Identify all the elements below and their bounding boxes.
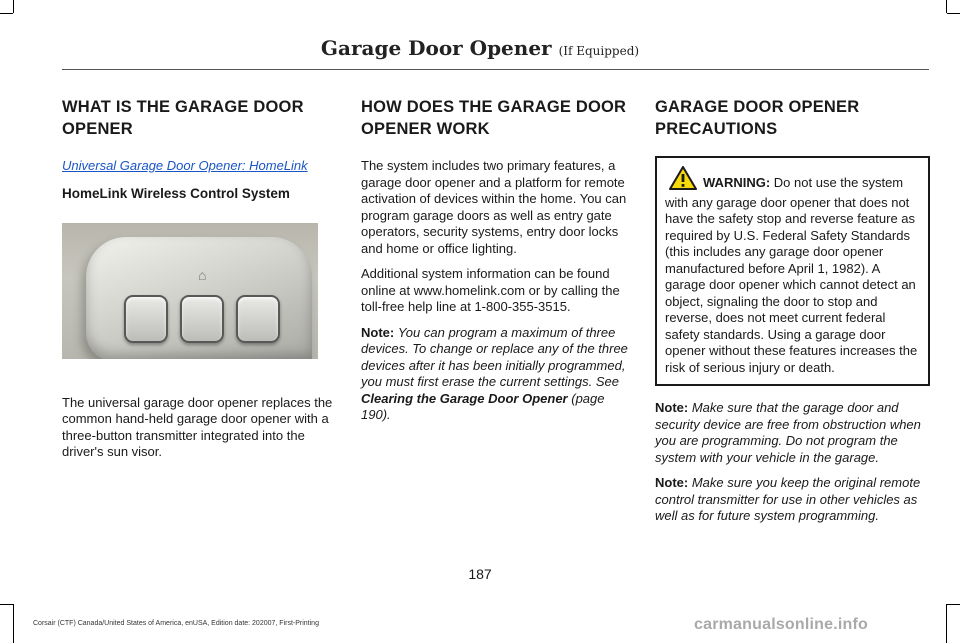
paragraph-visor-description: The universal garage door opener replaces the common hand-held garage door opener with a three-button transmitter integrated into the driver's sun visor.	[62, 394, 333, 459]
note-label: Note:	[655, 475, 689, 490]
heading-line: OPENER WORK	[361, 120, 490, 138]
visor-button-3	[236, 295, 280, 343]
crop-mark-top-right-h	[947, 13, 960, 14]
crop-mark-bottom-right-h	[947, 604, 960, 605]
note-text: Make sure that the garage door and security device are free from obstruction when you are programming. Do not program the system with your vehicle in the garage.	[655, 400, 921, 465]
crop-mark-top-left-h	[0, 13, 13, 14]
column-what-is	[62, 96, 334, 470]
homelink-visor-image	[62, 223, 318, 359]
warning-triangle-icon	[669, 166, 697, 195]
watermark: carmanualsonline.info	[694, 616, 869, 633]
subheading-homelink: HomeLink Wireless Control System	[62, 185, 290, 201]
crop-mark-bottom-left-h	[0, 604, 13, 605]
visor-button-2	[180, 295, 224, 343]
column-precautions	[655, 96, 930, 534]
note-text: Make sure you keep the original remote control transmitter for use in other vehicles as well as for future system programming.	[655, 475, 921, 523]
note-obstruction	[655, 400, 930, 466]
note-text: You can program a maximum of three devices. To change or replace any of the three devices after it has been initially programmed, you must first erase the current settings. See	[361, 324, 628, 389]
header-rule	[62, 69, 929, 70]
heading-line: OPENER	[62, 120, 133, 138]
heading-line: PRECAUTIONS	[655, 120, 778, 138]
cross-reference-link[interactable]: Clearing the Garage Door Opener	[361, 390, 568, 406]
crop-mark-bottom-right	[946, 604, 947, 643]
page-title	[0, 36, 960, 60]
warning-box	[655, 156, 930, 386]
homelink-link[interactable]: Universal Garage Door Opener: HomeLink	[62, 158, 308, 173]
warning-text: Do not use the system with any garage door opener that does not have the safety stop and reverse feature as required by U.S. Federal Safety Standards (this includes any garage door opener manufactured before April 1, 1982). A garage door opener which cannot detect an object, signaling the door to stop and reverse, does not meet current federal safety standards. Using a garage door opener without these features increases the risk of serious injury or death.	[665, 175, 918, 375]
paragraph-additional-info: Additional system information can be found online at www.homelink.com or by calling the toll-free help line at 1-800-355-3515.	[361, 266, 620, 314]
page-reference: (page 190).	[361, 390, 605, 422]
note-label: Note:	[361, 324, 395, 340]
column-how-works	[361, 96, 633, 433]
section-heading-what-is	[62, 96, 334, 140]
paragraph-features: The system includes two primary features, a garage door opener and a platform for remote activation of devices within the home. You can program garage doors as well as entry gate operators, security systems, entry door locks and home or office lighting.	[361, 158, 627, 256]
edition-line: Corsair (CTF) Canada/United States of America, enUSA, Edition date: 202007, First-Printing	[33, 620, 319, 627]
section-heading-precautions	[655, 96, 930, 140]
page-title-main: Garage Door Opener	[320, 36, 552, 60]
crop-mark-top-right	[946, 0, 947, 13]
homelink-house-icon: ⌂	[198, 266, 207, 283]
visor-panel	[86, 237, 312, 359]
visor-button-1	[124, 295, 168, 343]
heading-line: WHAT IS THE GARAGE DOOR	[62, 98, 304, 116]
page-number: 187	[468, 566, 492, 582]
crop-mark-top-left	[13, 0, 14, 13]
section-heading-how-works	[361, 96, 633, 140]
heading-line: GARAGE DOOR OPENER	[655, 98, 860, 116]
note-max-devices	[361, 325, 633, 424]
note-label: Note:	[655, 400, 689, 415]
crop-mark-bottom-left	[13, 604, 14, 643]
warning-label: WARNING:	[703, 175, 771, 190]
heading-line: HOW DOES THE GARAGE DOOR	[361, 98, 627, 116]
page-title-suffix: (If Equipped)	[558, 44, 640, 58]
note-keep-transmitter	[655, 475, 930, 525]
